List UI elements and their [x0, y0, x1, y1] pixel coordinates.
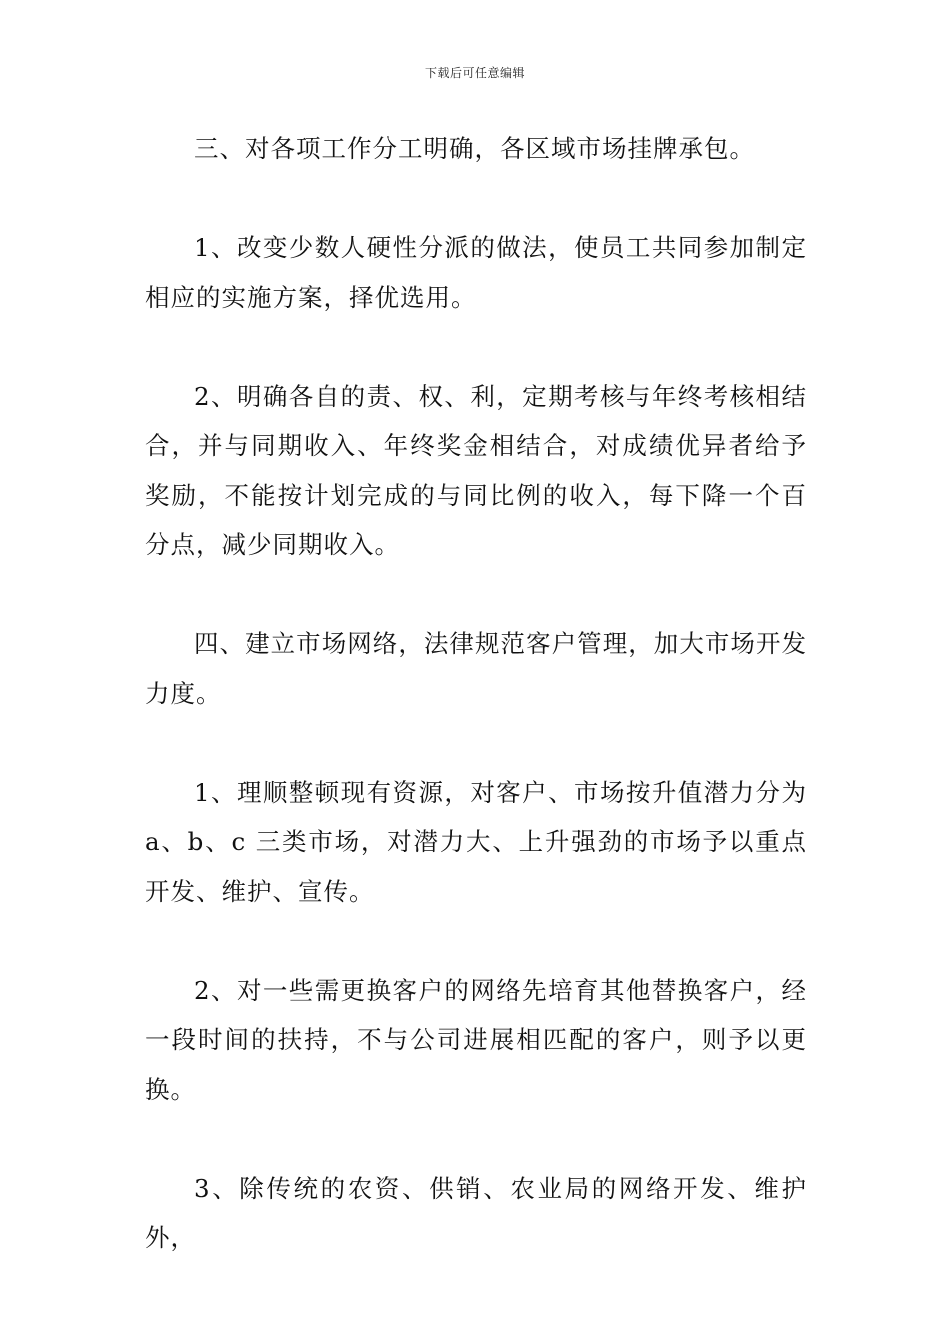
paragraph-item-2b: 2、对一些需更换客户的网络先培育其他替换客户，经一段时间的扶持，不与公司进展相匹配的客户，则予以更换。: [145, 975, 807, 1104]
paragraph-item-3b: 3、除传统的农资、供销、农业局的网络开发、维护外，: [145, 1173, 807, 1252]
page-header: 下载后可任意编辑: [424, 66, 525, 80]
paragraph-item-1b: 1、理顺整顿现有资源，对客户、市场按升值潜力分为a、b、c 三类市场，对潜力大、上升强劲的市场予以重点开发、维护、宣传。: [145, 777, 807, 906]
paragraph-item-1: 1、改变少数人硬性分派的做法，使员工共同参加制定相应的实施方案，择优选用。: [145, 233, 807, 312]
paragraph-item-2: 2、明确各自的责、权、利，定期考核与年终考核相结合，并与同期收入、年终奖金相结合，对成绩优异者给予奖励，不能按计划完成的与同比例的收入，每下降一个百分点，减少同期收入。: [145, 381, 807, 559]
section-heading-4: 四、建立市场网络，法律规范客户管理，加大市场开发力度。: [145, 629, 807, 708]
section-heading-3: 三、对各项工作分工明确，各区域市场挂牌承包。: [194, 134, 755, 163]
document-body: [145, 124, 807, 1312]
